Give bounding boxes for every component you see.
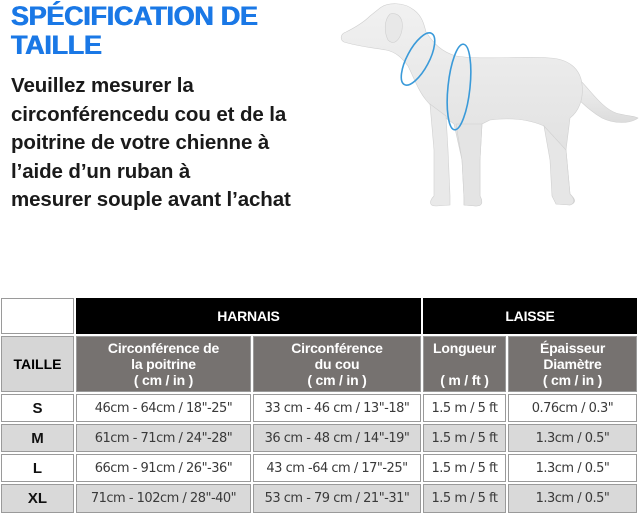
size-label-xl: XL	[1, 484, 74, 513]
thickness-value: 1.3cm / 0.5"	[508, 424, 637, 452]
column-header-neck: Circonférence du cou ( cm / in )	[253, 336, 421, 392]
length-value: 1.5 m / 5 ft	[423, 424, 506, 452]
length-value: 1.5 m / 5 ft	[423, 484, 506, 513]
thickness-value: 0.76cm / 0.3"	[508, 394, 637, 422]
table-corner-cell	[1, 298, 74, 334]
title-line-2: TAILLE	[11, 30, 102, 60]
chest-value: 46cm - 64cm / 18"-25"	[76, 394, 251, 422]
length-value: 1.5 m / 5 ft	[423, 394, 506, 422]
column-header-thickness: Épaisseur Diamètre ( cm / in )	[508, 336, 637, 392]
size-label-m: M	[1, 424, 74, 452]
column-header-chest: Circonférence de la poitrine ( cm / in )	[76, 336, 251, 392]
length-value: 1.5 m / 5 ft	[423, 454, 506, 482]
measurement-instructions	[11, 72, 341, 215]
chest-value: 61cm - 71cm / 24"-28"	[76, 424, 251, 452]
dog-silhouette-icon	[341, 4, 638, 206]
group-header-harnais: HARNAIS	[76, 298, 421, 334]
title-line-1: SPÉCIFICATION DE	[11, 1, 258, 31]
dog-illustration	[330, 0, 640, 220]
page-title	[11, 2, 258, 60]
chest-value: 66cm - 91cm / 26"-36"	[76, 454, 251, 482]
instruction-line: Veuillez mesurer la	[11, 74, 194, 97]
neck-value: 53 cm - 79 cm / 21"-31"	[253, 484, 421, 513]
neck-value: 33 cm - 46 cm / 13"-18"	[253, 394, 421, 422]
thickness-value: 1.3cm / 0.5"	[508, 454, 637, 482]
size-column-header: TAILLE	[1, 336, 74, 392]
size-label-s: S	[1, 394, 74, 422]
thickness-value: 1.3cm / 0.5"	[508, 484, 637, 513]
chest-value: 71cm - 102cm / 28"-40"	[76, 484, 251, 513]
instruction-line: poitrine de votre chienne à	[11, 131, 270, 154]
size-label-l: L	[1, 454, 74, 482]
column-header-length: Longueur ( m / ft )	[423, 336, 506, 392]
neck-value: 36 cm - 48 cm / 14"-19"	[253, 424, 421, 452]
instruction-line: mesurer souple avant l’achat	[11, 188, 291, 211]
neck-value: 43 cm -64 cm / 17"-25"	[253, 454, 421, 482]
instruction-line: l’aide d’un ruban à	[11, 159, 191, 183]
instruction-line: circonférencedu cou et de la	[11, 102, 287, 126]
group-header-laisse: LAISSE	[423, 298, 637, 334]
size-chart-table	[0, 297, 640, 515]
